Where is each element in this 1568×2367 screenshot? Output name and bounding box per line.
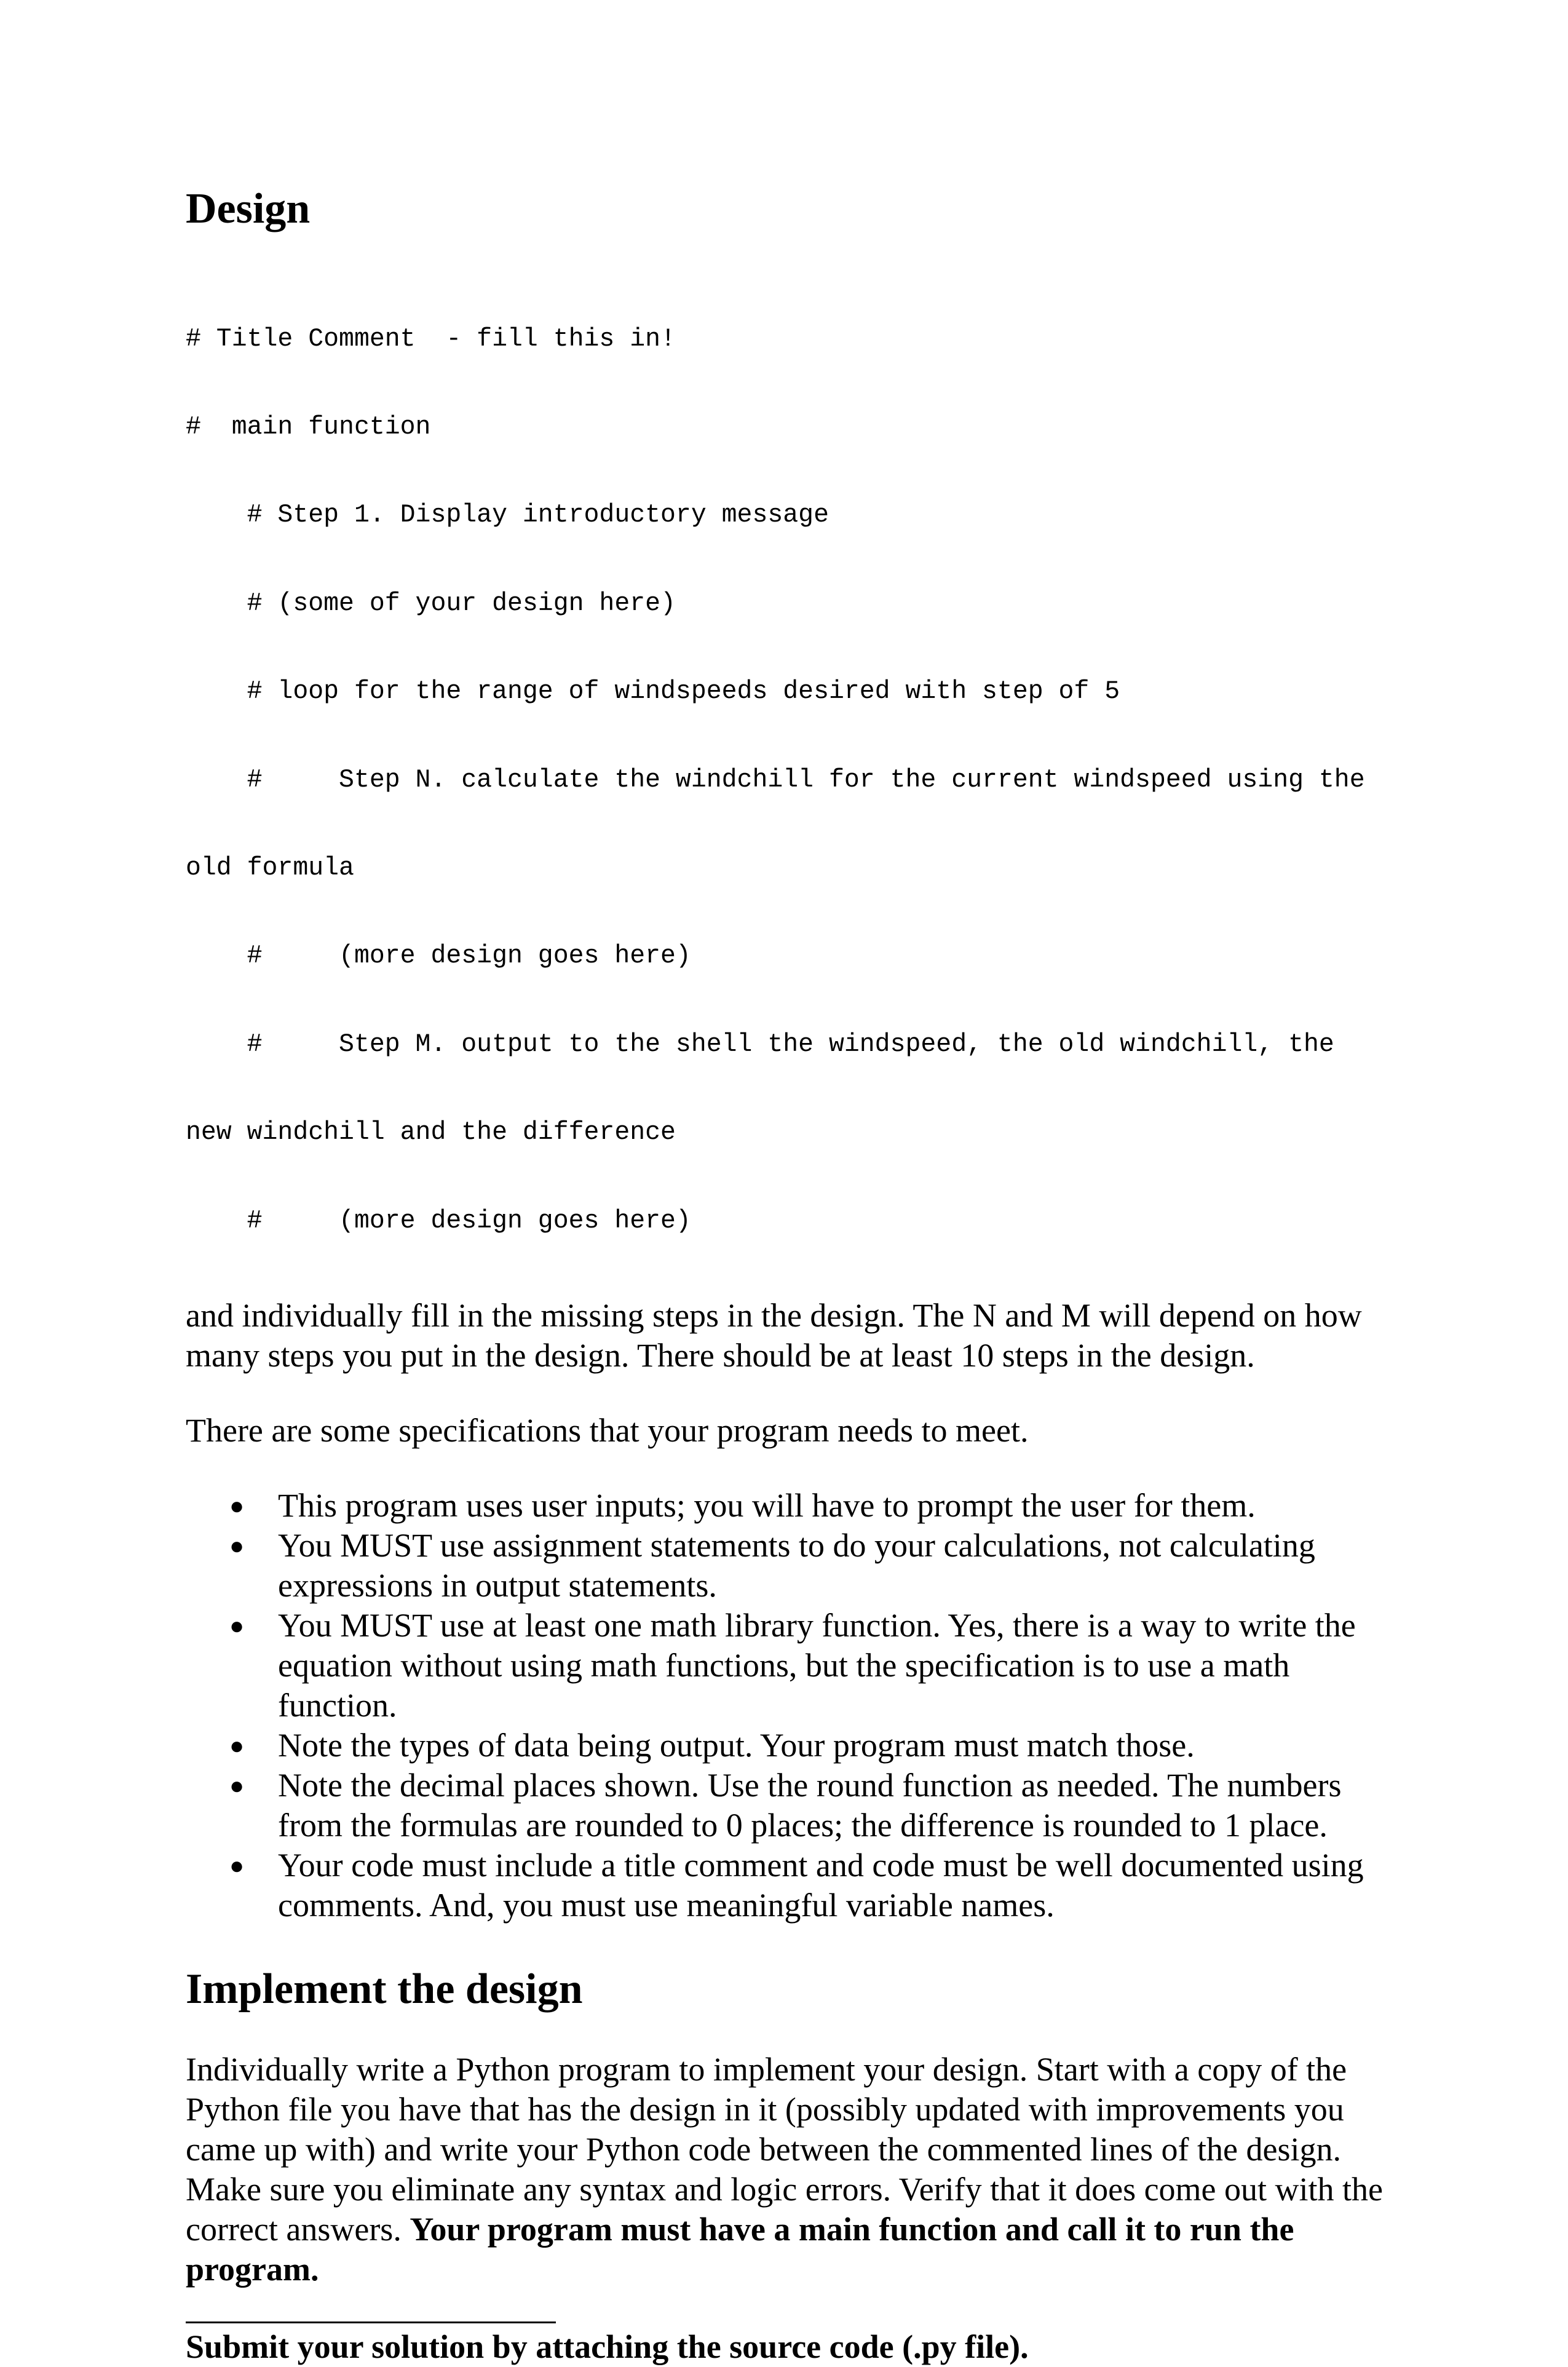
submit-instruction: Submit your solution by attaching the source code (.py file). xyxy=(186,2328,1029,2365)
bullet-icon: ● xyxy=(229,1771,245,1799)
spec-text: This program uses user inputs; you will have to prompt the user for them. xyxy=(278,1486,1256,1524)
code-line: # Step M. output to the shell the windspeed, the old windchill, the xyxy=(186,1029,1334,1059)
design-heading: Design xyxy=(186,185,311,232)
implement-text: Individually write a Python program to implement your design. Start with a copy of the Python file you have that has the design in it (possibly updated with improvements you came up with) and write your Python code between the commented lines of the design. Make sure you eliminate any syntax and logic errors. Verify that it does come out with the correct answers. xyxy=(186,2050,1384,2248)
list-item xyxy=(186,1766,1391,1846)
document-page xyxy=(186,184,1391,2367)
bullet-icon: ● xyxy=(229,1611,245,1639)
list-item xyxy=(186,1726,1391,1766)
list-item xyxy=(186,1526,1391,1606)
design-code-block xyxy=(186,266,1391,1295)
spec-text: You MUST use at least one math library function. Yes, there is a way to write the equation without using math functions, but the specification is to use a math function. xyxy=(278,1606,1356,1724)
specs-intro: There are some specifications that your program needs to meet. xyxy=(186,1411,1029,1449)
code-line: # main function xyxy=(186,412,431,442)
bullet-icon: ● xyxy=(229,1731,245,1759)
spec-text: You MUST use assignment statements to do your calculations, not calculating expressions in output statements. xyxy=(278,1526,1315,1604)
bullet-icon: ● xyxy=(229,1491,245,1520)
code-line: # (more design goes here) xyxy=(186,1206,691,1235)
spec-text: Note the types of data being output. Your program must match those. xyxy=(278,1726,1195,1764)
implement-paragraph xyxy=(186,2050,1391,2290)
code-line: # Step 1. Display introductory message xyxy=(186,501,829,530)
list-item xyxy=(186,1846,1391,1925)
spec-text: Your code must include a title comment and code must be well documented using comments. And, you must use meaningful variable names. xyxy=(278,1846,1364,1924)
code-line: old formula xyxy=(186,853,354,882)
code-line: # (some of your design here) xyxy=(186,589,676,618)
list-item xyxy=(186,1486,1391,1526)
specs-list xyxy=(186,1486,1391,1925)
implement-bold-text: Your program must have a main function and call it to run the program. xyxy=(186,2210,1294,2288)
code-line: new windchill and the difference xyxy=(186,1118,676,1148)
code-line: # Title Comment - fill this in! xyxy=(186,324,676,354)
code-line: # loop for the range of windspeeds desired with step of 5 xyxy=(186,677,1120,707)
bullet-icon: ● xyxy=(229,1531,245,1560)
divider xyxy=(186,2321,556,2323)
list-item xyxy=(186,1606,1391,1726)
bullet-icon: ● xyxy=(229,1851,245,1879)
implement-heading: Implement the design xyxy=(186,1965,583,2013)
code-line: # (more design goes here) xyxy=(186,942,691,971)
design-instructions-paragraph: and individually fill in the missing steps in the design. The N and M will depend on how many steps you put in the design. There should be at least 10 steps in the design. xyxy=(186,1296,1362,1374)
code-line: # Step N. calculate the windchill for the current windspeed using the xyxy=(186,765,1365,795)
spec-text: Note the decimal places shown. Use the round function as needed. The numbers from the formulas are rounded to 0 places; the difference is rounded to 1 place. xyxy=(278,1766,1342,1844)
